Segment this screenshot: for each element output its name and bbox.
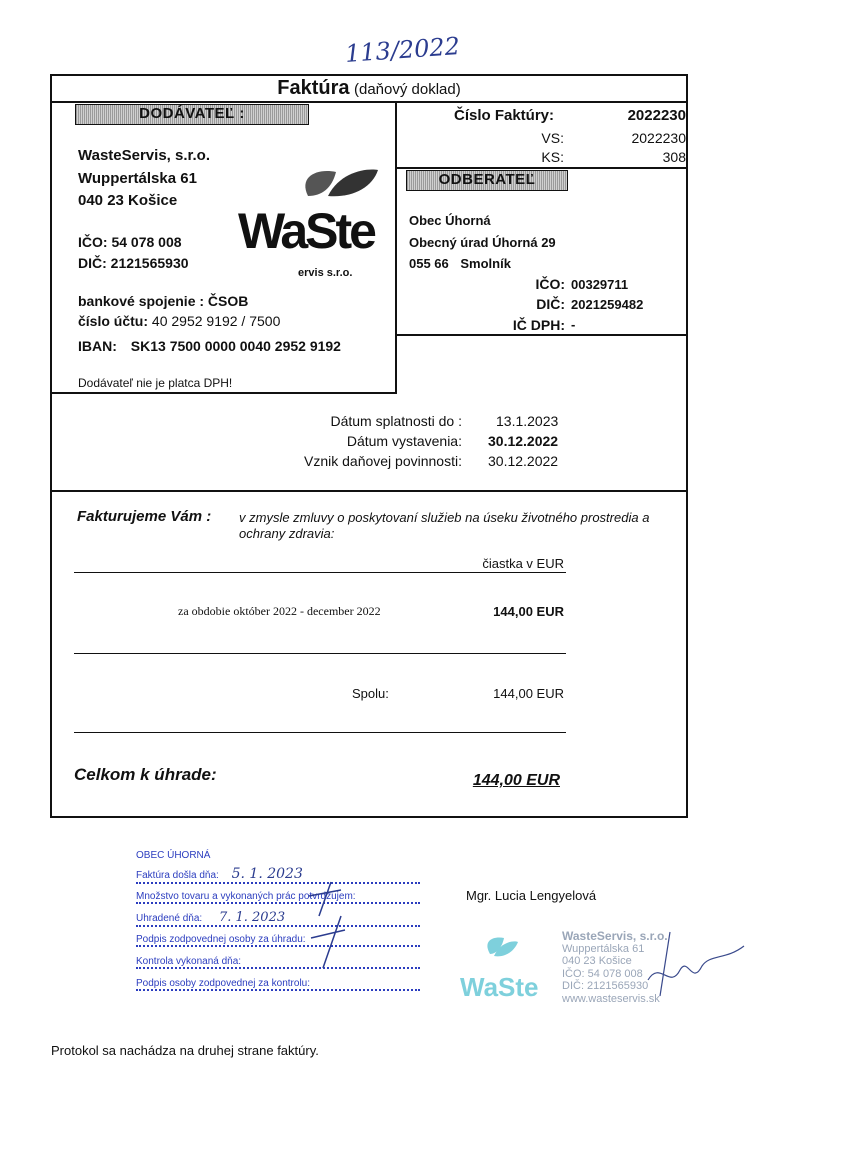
stamp-quantity-label: Množstvo tovaru a vykonaných prác potvrdzujem: xyxy=(136,891,356,902)
vs-label: VS: xyxy=(541,130,564,146)
customer-icdph-label: IČ DPH: xyxy=(512,317,565,333)
invoice-subtitle: (daňový doklad) xyxy=(353,81,461,98)
stamp-sign2-label: Podpis osoby zodpovednej za kontrolu: xyxy=(136,978,311,989)
due-total-value: 144,00 EUR xyxy=(472,772,560,789)
signatory-name: Mgr. Lucia Lengyelová xyxy=(466,888,597,903)
stamp-received-value: 5. 1. 2023 xyxy=(231,866,303,882)
customer-ico-label: IČO: xyxy=(535,276,565,292)
account-label: číslo účtu: xyxy=(78,313,149,329)
due-date-label: Dátum splatnosti do : xyxy=(330,413,462,429)
tax-date-value: 30.12.2022 xyxy=(488,453,559,469)
invoice-number-value: 2022230 xyxy=(627,107,686,124)
vs-value: 2022230 xyxy=(631,130,686,146)
supplier-bottom-border xyxy=(50,392,397,394)
stamp-paid-value: 7. 1. 2023 xyxy=(218,910,286,925)
logo-main-text: WaSte xyxy=(238,203,374,259)
footer-note: Protokol sa nachádza na druhej strane faktúry. xyxy=(51,1043,319,1058)
period-text: za obdobie október 2022 - december 2022 xyxy=(178,604,381,618)
company-stamp-name: WasteServis, s.r.o. xyxy=(562,929,668,943)
total-value: 144,00 EUR xyxy=(493,686,564,701)
issue-date-label: Dátum vystavenia: xyxy=(346,433,462,449)
amount-header: čiastka v EUR xyxy=(482,556,564,571)
supplier-city: 040 23 Košice xyxy=(78,192,178,209)
receipt-stamp xyxy=(136,850,426,996)
stamp-sign2-row xyxy=(136,978,420,991)
logo-sub-text: ervis s.r.o. xyxy=(298,267,353,279)
supplier-label: DODÁVATEĽ : xyxy=(75,104,309,125)
stamp-received-label: Faktúra došla dňa: xyxy=(136,870,219,881)
supplier-street: Wuppertálska 61 xyxy=(78,170,197,187)
iban-value: SK13 7500 0000 0040 2952 9192 xyxy=(130,338,341,354)
supplier-name: WasteServis, s.r.o. xyxy=(78,147,211,164)
company-stamp xyxy=(460,930,730,1022)
supplier-bank: bankové spojenie : ČSOB xyxy=(78,293,249,309)
due-date-value: 13.1.2023 xyxy=(496,413,559,429)
account-value: 40 2952 9192 / 7500 xyxy=(151,313,281,329)
customer-bottom-border xyxy=(397,334,688,336)
company-stamp-ico: IČO: 54 078 008 xyxy=(562,967,643,980)
customer-label: ODBERATEĽ xyxy=(406,170,568,191)
supplier-dic: DIČ: 2121565930 xyxy=(78,255,189,271)
ks-value: 308 xyxy=(662,149,686,165)
amount-header-line xyxy=(74,572,566,573)
waste-servis-logo xyxy=(238,166,374,282)
iban-label: IBAN: xyxy=(78,338,117,354)
company-stamp-city: 040 23 Košice xyxy=(562,955,632,967)
customer-street: Obecný úrad Úhorná 29 xyxy=(409,235,556,250)
customer-name: Obec Úhorná xyxy=(409,213,491,228)
company-stamp-street: Wuppertálska 61 xyxy=(562,942,645,955)
ks-label: KS: xyxy=(541,149,564,165)
tax-date-label: Vznik daňovej povinnosti: xyxy=(304,453,462,469)
customer-dic-label: DIČ: xyxy=(536,296,565,312)
leaf-icon xyxy=(288,166,418,206)
supplier-ico: IČO: 54 078 008 xyxy=(78,234,182,250)
supplier-account xyxy=(78,313,280,329)
stamp-control-label: Kontrola vykonaná dňa: xyxy=(136,956,242,967)
customer-dic-value: 2021259482 xyxy=(571,297,644,312)
invoice-title-row xyxy=(52,77,686,100)
title-divider xyxy=(50,101,688,103)
supplier-right-border xyxy=(395,101,397,394)
handwritten-signature-marks xyxy=(301,876,381,976)
svg-text:WaSte: WaSte xyxy=(460,972,539,1002)
header-right-divider xyxy=(397,167,688,169)
period-amount: 144,00 EUR xyxy=(493,604,564,619)
signature-scribble xyxy=(640,930,750,1000)
billing-label: Fakturujeme Vám : xyxy=(77,508,212,525)
customer-icdph-value: - xyxy=(571,317,576,332)
company-stamp-dic: DIČ: 2121565930 xyxy=(562,980,649,992)
total-label: Spolu: xyxy=(352,686,389,701)
handwritten-invoice-number: 113/2022 xyxy=(344,32,461,68)
customer-city: Smolník xyxy=(460,256,511,271)
invoice-number-label: Číslo Faktúry: xyxy=(454,107,555,124)
customer-ico-value: 00329711 xyxy=(571,277,629,292)
stamp-sign1-label: Podpis zodpovednej osoby za úhradu: xyxy=(136,934,306,945)
issue-date-value: 30.12.2022 xyxy=(488,433,559,449)
stamp-paid-label: Uhradené dňa: xyxy=(136,913,203,924)
period-line xyxy=(74,653,566,654)
due-total-label: Celkom k úhrade: xyxy=(74,765,217,784)
dates-bottom-border xyxy=(50,490,688,492)
invoice-title: Faktúra xyxy=(277,77,350,99)
billing-text: v zmysle zmluvy o poskytovaní služieb na úseku životného prostredia a ochrany zdravia: xyxy=(239,510,650,541)
customer-zip: 055 66 xyxy=(409,256,449,271)
customer-address xyxy=(409,256,511,271)
total-line xyxy=(74,732,566,733)
supplier-iban xyxy=(78,338,341,354)
stamp-org: OBEC ÚHORNÁ xyxy=(136,850,211,861)
company-stamp-logo xyxy=(460,934,539,1014)
company-stamp-web: www.wasteservis.sk xyxy=(562,992,660,1005)
supplier-vat-note: Dodávateľ nie je platca DPH! xyxy=(78,376,233,390)
